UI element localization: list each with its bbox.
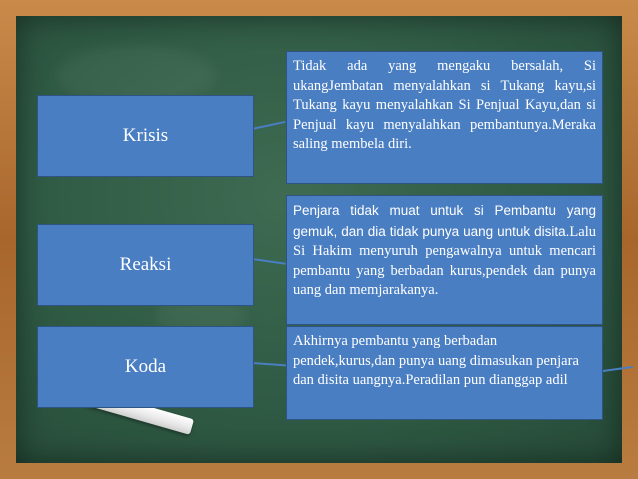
label-koda: Koda — [124, 356, 167, 377]
text-box-krisis — [286, 51, 603, 184]
text-reaksi-part2: Lalu Si Hakim menyuruh pengawalnya untuk mencari pembantu yang berbadan kurus,pendek dan punya uang dan memjarakanya. — [293, 223, 596, 298]
text-box-koda — [286, 326, 603, 420]
label-box-krisis — [37, 95, 254, 177]
text-krisis: Tidak ada yang mengaku bersalah, Si ukangJembatan menyalahkan si Tukang kayu,si Tukang kayu menyalahkan Si Penjual Kayu,dan si Penjual kayu menyalahkan pembantunya.Meraka saling membela diri. — [293, 58, 596, 152]
text-reaksi-part1: Penjara tidak muat untuk si Pembantu yang gemuk, dan dia tidak punya uang untuk disita. — [293, 203, 596, 239]
label-box-reaksi — [37, 224, 254, 306]
text-koda: Akhirnya pembantu yang berbadan pendek,kurus,dan punya uang dimasukan penjara dan disita uangnya.Peradilan pun dianggap adil — [293, 333, 579, 388]
label-reaksi: Reaksi — [119, 254, 172, 275]
text-box-reaksi — [286, 195, 603, 325]
label-krisis: Krisis — [122, 125, 169, 146]
label-box-koda — [37, 326, 254, 408]
